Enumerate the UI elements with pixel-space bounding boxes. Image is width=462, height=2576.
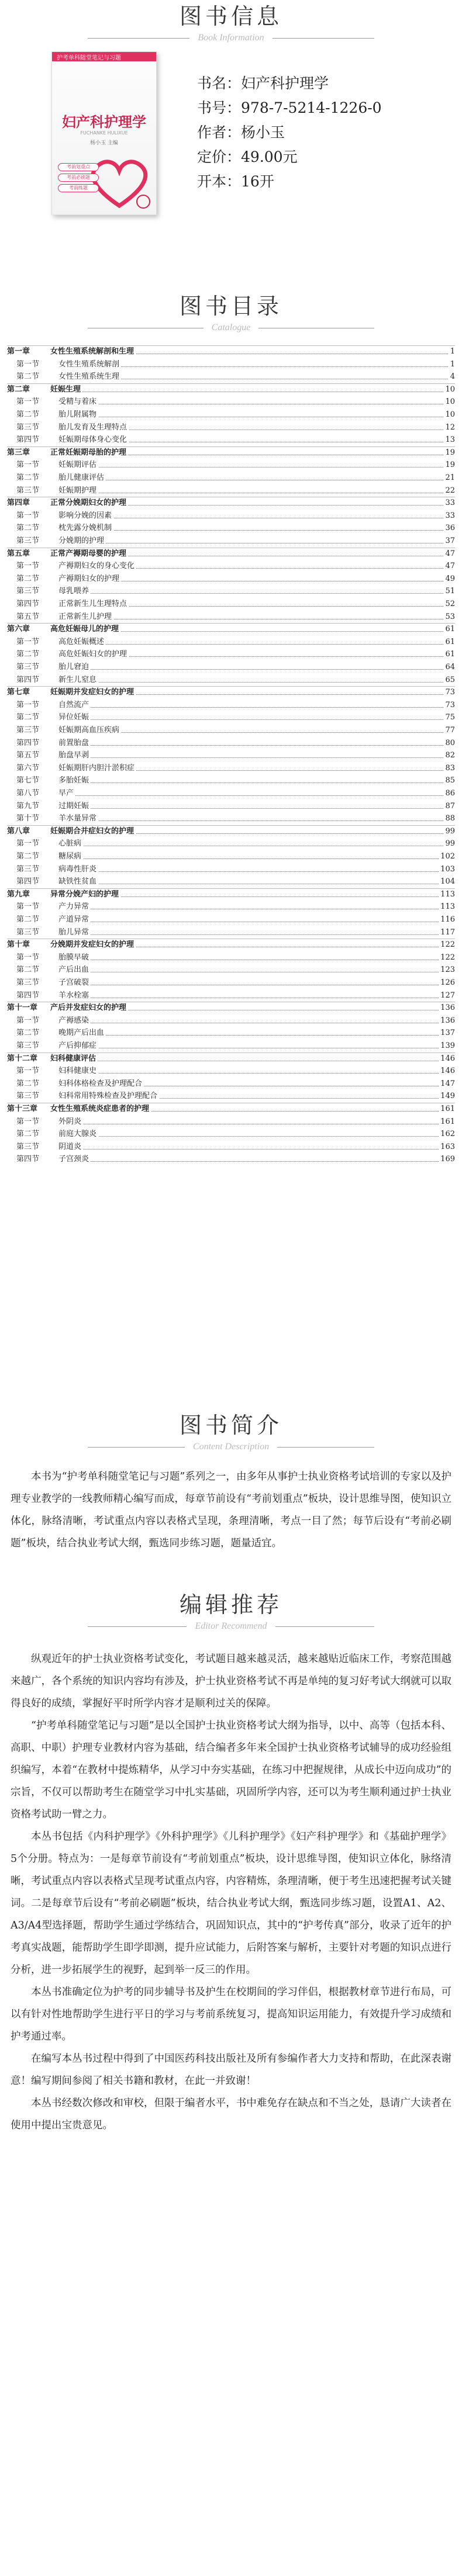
toc-section-row — [7, 371, 455, 383]
toc-section-row — [7, 901, 455, 913]
recommend-paragraph: 本丛书经数次修改和审校，但限于编者水平，书中难免存在缺点和不当之处，恳请广大读者在使用中提出宝贵意见。 — [11, 2097, 451, 2131]
toc-title-text: 胎儿发育及生理特点 — [58, 423, 127, 432]
toc-page: 83 — [443, 763, 455, 774]
toc-section-row — [7, 485, 455, 497]
toc-page: 88 — [443, 813, 455, 825]
toc-section-row — [7, 738, 455, 749]
toc-page: 33 — [443, 510, 455, 522]
toc-page: 53 — [443, 611, 455, 623]
toc-section-row — [7, 952, 455, 964]
toc-title-text: 妊娠期母体身心变化 — [58, 435, 127, 445]
toc-page: 47 — [443, 560, 455, 572]
toc-page: 4 — [449, 371, 455, 383]
toc-page: 61 — [443, 649, 455, 660]
toc-page: 61 — [443, 624, 455, 635]
toc-title-text: 产后并发症妇女的护理 — [50, 1003, 127, 1013]
book-cover — [51, 51, 157, 215]
toc-section-row — [7, 662, 455, 673]
toc-number: 第二节 — [16, 372, 40, 382]
cover-title: 妇产科护理学 — [62, 114, 146, 130]
toc-title-text: 胎儿健康评估 — [58, 473, 105, 482]
toc-number: 第八章 — [7, 826, 30, 836]
toc-number: 第二节 — [16, 1130, 40, 1139]
cover-subtitle: FUCHANKE HULIXUE — [80, 130, 128, 136]
toc-page: 122 — [439, 952, 455, 964]
toc-number: 第二节 — [16, 650, 40, 659]
toc-section-row — [7, 1027, 455, 1039]
toc-number: 第一节 — [16, 637, 40, 646]
toc-page: 87 — [443, 801, 455, 812]
toc-page: 52 — [443, 598, 455, 610]
toc-title-text: 产褥期妇女的身心变化 — [58, 562, 135, 571]
toc-title-text: 妊娠期并发症妇女的护理 — [50, 688, 135, 697]
toc-page: 36 — [443, 522, 455, 534]
toc-number: 第二节 — [16, 1079, 40, 1088]
recommend-header — [0, 1591, 462, 1633]
toc-title-text: 正常妊娠期母胎的护理 — [50, 448, 127, 457]
toc-number: 第二节 — [16, 1029, 40, 1038]
toc-title-text: 新生儿窒息 — [58, 675, 97, 684]
toc-number: 第三节 — [16, 423, 40, 432]
toc-title-text: 子宫颈炎 — [58, 1155, 89, 1164]
toc-title-text: 前庭大腺炎 — [58, 1130, 97, 1139]
toc-chapter-row — [7, 1103, 455, 1115]
toc-number: 第二节 — [16, 574, 40, 583]
toc-section-row — [7, 725, 455, 736]
toc-number: 第一节 — [16, 511, 40, 520]
toc-number: 第七节 — [16, 776, 40, 785]
toc-number: 第三节 — [16, 1092, 40, 1101]
toc-number: 第四节 — [16, 991, 40, 1000]
toc-page: 113 — [439, 901, 455, 913]
toc-section-row — [7, 535, 455, 547]
toc-title-text: 胎盘早剥 — [58, 751, 89, 760]
toc-number: 第三节 — [16, 864, 40, 874]
toc-title-text: 分娩期的护理 — [58, 536, 105, 545]
toc-title-text: 妊娠期护理 — [58, 486, 97, 495]
toc-number: 第一节 — [16, 1117, 40, 1126]
toc-number: 第四节 — [16, 1155, 40, 1164]
toc-number: 第五节 — [16, 751, 40, 760]
toc-chapter-row — [7, 497, 455, 509]
toc-page: 136 — [439, 1002, 455, 1014]
toc-title-text: 羊水栓塞 — [58, 991, 89, 1000]
toc-section-row — [7, 560, 455, 572]
toc-section-row — [7, 838, 455, 850]
toc-title-text: 妇科体格检查及护理配合 — [58, 1079, 143, 1088]
toc-title-text: 胎儿窘迫 — [58, 663, 89, 671]
toc-number: 第三节 — [16, 726, 40, 735]
toc-section-row — [7, 396, 455, 408]
toc-page: 61 — [443, 636, 455, 648]
toc-page: 122 — [439, 939, 455, 951]
toc-title-text: 子宫破裂 — [58, 978, 89, 987]
toc-number: 第三节 — [16, 587, 40, 596]
toc-number: 第三节 — [16, 536, 40, 545]
toc-page: 85 — [443, 775, 455, 787]
toc-page: 33 — [443, 497, 455, 509]
recommend-subtitle: Editor Recommend — [187, 1621, 275, 1631]
toc-section-row — [7, 763, 455, 774]
toc-number: 第十三章 — [7, 1105, 38, 1113]
toc-title-text: 前置胎盘 — [58, 738, 89, 747]
cover-series-label: 护考单科随堂笔记与习题 — [57, 55, 121, 61]
toc-section-row — [7, 1116, 455, 1128]
toc-number: 第一节 — [16, 397, 40, 407]
toc-title-text: 妊娠期合并症妇女的护理 — [50, 826, 135, 836]
toc-subtitle: Catalogue — [204, 323, 259, 333]
toc-section-row — [7, 801, 455, 812]
toc-number: 第三节 — [16, 927, 40, 937]
toc-title-text: 阴道炎 — [58, 1142, 82, 1151]
toc-title-text: 产后出血 — [58, 965, 89, 975]
toc-chapter-row — [7, 687, 455, 698]
toc-title-text: 妊娠生理 — [50, 385, 81, 394]
toc-number: 第二节 — [16, 473, 40, 482]
intro-paragraph: 本书为“护考单科随堂笔记与习题”系列之一，由多年从事护士执业资格考试培训的专家以及护理专业教学的一线教师精心编写而成，每章节前设有“考前划重点”板块，设计思维导图，使知识立体化，脉络清晰，考试重点内容以表格式呈现，条理清晰，考点一目了然；每节后设有“考前必刷题”板块，结合执业考试大纲，甄选同步练习题，题量适宜。 — [11, 1471, 451, 1549]
toc-title-text: 异位妊娠 — [58, 713, 89, 722]
toc-number: 第十节 — [16, 814, 40, 823]
toc-page: 10 — [443, 396, 455, 408]
toc-title-text: 分娩期并发症妇女的护理 — [50, 940, 135, 950]
toc-title-text: 晚期产后出血 — [58, 1029, 105, 1038]
toc-number: 第一节 — [16, 461, 40, 470]
toc-page: 47 — [443, 548, 455, 560]
toc-page: 13 — [443, 434, 455, 446]
toc-section-row — [7, 700, 455, 711]
toc-page: 80 — [443, 738, 455, 749]
toc-title-text: 女性生殖系统解剖和生理 — [50, 347, 135, 356]
toc-number: 第一节 — [16, 359, 40, 369]
toc-section-row — [7, 359, 455, 371]
toc-page: 126 — [439, 977, 455, 989]
toc-title-text: 病毒性肝炎 — [58, 864, 97, 874]
toc-title-text: 糖尿病 — [58, 852, 82, 861]
toc-section-row — [7, 775, 455, 787]
recommend-paragraph: 纵观近年的护士执业资格考试变化，考试题目越来越灵活，越来越贴近临床工作，考察范围越来越广，各个系统的知识内容均有涉及，护士执业资格考试不再是单纯的复习好考试大纲就可以取得良好的成绩，掌握好平时所学内容才是顺利过关的保障。 — [11, 1653, 451, 1709]
toc-section-row — [7, 522, 455, 534]
toc-section-row — [7, 1078, 455, 1090]
book-info-list — [197, 71, 382, 194]
toc-title-text: 正常新生儿生理特点 — [58, 600, 127, 608]
toc-section-row — [7, 611, 455, 623]
toc-title-text: 妊娠期高血压疾病 — [58, 726, 120, 735]
toc-title-text: 正常分娩期妇女的护理 — [50, 498, 127, 508]
toc-number: 第二节 — [16, 524, 40, 533]
toc-page: 51 — [443, 586, 455, 597]
toc-section-row — [7, 598, 455, 610]
intro-title: 图书简介 — [179, 1412, 282, 1438]
book-info-row: 定价：49.00元 — [197, 148, 298, 165]
toc-title: 图书目录 — [179, 293, 282, 319]
toc-number: 第二节 — [16, 915, 40, 924]
toc-number: 第三节 — [16, 1142, 40, 1151]
recommend-paragraph: 本丛书包括《内科护理学》《外科护理学》《儿科护理学》《妇产科护理学》和《基础护理学》5个分册。特点为：一是每章节前设有“考前划重点”板块，设计思维导图，使知识立体化，脉络清晰，考试重点内容以表格式呈现考试重点内容，内容精炼，条理清晰，便于考生迅速把握考试关键词。二是每章节后设有“考前必刷题”板块，结合执业考试大纲，甄选同步练习题，设置A1、A2、A3/A4型选择题，帮助学生通过学练结合，巩固知识点，其中的“护考传真”部分，收录了近年的护考真实战题，能帮助学生即学即测，提升应试能力，后附答案与解析，主要针对考题的知识点进行分析，进一步拓展学生的视野，起到举一反三的作用。 — [11, 1831, 451, 1976]
cover-badge: 考前必刷题 — [58, 174, 99, 182]
toc-title-text: 妇科健康史 — [58, 1067, 97, 1076]
toc-number: 第一节 — [16, 839, 40, 849]
toc-page: 75 — [443, 712, 455, 723]
toc-page: 163 — [439, 1141, 455, 1153]
toc-title-text: 过期妊娠 — [58, 801, 89, 811]
toc-chapter-row — [7, 447, 455, 459]
toc-number: 第二节 — [16, 965, 40, 975]
toc-page: 146 — [439, 1053, 455, 1065]
toc-page: 137 — [439, 1027, 455, 1039]
toc-title-text: 妊娠期评估 — [58, 461, 97, 470]
toc-page: 102 — [439, 851, 455, 863]
toc-page: 117 — [439, 927, 455, 939]
toc-section-row — [7, 1015, 455, 1027]
toc-section-row — [7, 573, 455, 585]
toc-number: 第四章 — [7, 498, 30, 508]
toc-number: 第四节 — [16, 738, 40, 747]
toc-number: 第三章 — [7, 448, 30, 457]
toc-page: 37 — [443, 535, 455, 547]
cover-badges — [58, 163, 99, 195]
toc-number: 第一节 — [16, 953, 40, 962]
toc-section-row — [7, 927, 455, 939]
toc-page: 21 — [443, 472, 455, 484]
toc-page: 99 — [443, 826, 455, 837]
book-info-title: 图书信息 — [179, 4, 282, 29]
toc-title-text: 妊娠期肝内胆汁淤积症 — [58, 763, 135, 773]
recommend-paragraph: 本丛书准确定位为护考的同步辅导书及护生在校期间的学习伴侣，根据教材章节进行布局，可以有针对性地帮助学生进行平日的学习与考前系统复习，提高知识运用能力，有效提升学习成绩和护考通过率。 — [11, 1986, 451, 2042]
toc-section-row — [7, 851, 455, 863]
toc-section-row — [7, 649, 455, 660]
toc-page: 10 — [443, 409, 455, 421]
toc-section-row — [7, 864, 455, 875]
toc-title-text: 早产 — [58, 789, 74, 798]
toc-section-row — [7, 788, 455, 799]
toc-page: 1 — [449, 359, 455, 371]
book-info-row: 作者：杨小玉 — [197, 124, 285, 141]
toc-number: 第二节 — [16, 713, 40, 722]
toc-page: 1 — [449, 346, 455, 358]
toc-section-row — [7, 914, 455, 926]
toc-section-row — [7, 712, 455, 723]
toc-chapter-row — [7, 939, 455, 951]
toc-title-text: 心脏病 — [58, 839, 82, 849]
toc-page: 103 — [439, 864, 455, 875]
toc-title-text: 胎膜早破 — [58, 953, 89, 962]
intro-header — [0, 1411, 462, 1453]
toc-section-row — [7, 964, 455, 976]
toc-page: 64 — [443, 662, 455, 673]
toc-title-text: 多胎妊娠 — [58, 776, 89, 785]
toc-number: 第九章 — [7, 889, 30, 899]
toc-title-text: 高危妊娠母儿的护理 — [50, 625, 119, 634]
toc-title-text: 影响分娩的因素 — [58, 511, 112, 520]
cover-series-bar — [52, 52, 156, 61]
toc-page: 86 — [443, 788, 455, 799]
toc-title-text: 女性生殖系统炎症患者的护理 — [50, 1105, 150, 1113]
recommend-paragraph: 在编写本丛书过程中得到了中国医药科技出版社及所有参编作者大力支持和帮助，在此深表谢意！编写期间参阅了相关书籍和教材，在此一并致谢！ — [11, 2053, 451, 2087]
toc-page: 113 — [439, 889, 455, 901]
book-info-row: 开本：16开 — [197, 173, 274, 190]
toc-section-row — [7, 990, 455, 1002]
toc-number: 第二章 — [7, 385, 30, 394]
toc-number: 第一节 — [16, 562, 40, 571]
book-info-subtitle: Book Information — [189, 33, 272, 43]
toc-page: 116 — [439, 914, 455, 926]
toc-section-row — [7, 1154, 455, 1165]
toc-section-row — [7, 409, 455, 421]
toc-chapter-row — [7, 1002, 455, 1014]
toc-title-text: 受精与着床 — [58, 397, 97, 407]
cover-badge: 考前练题 — [58, 184, 99, 192]
toc-page: 136 — [439, 1015, 455, 1027]
toc-section-row — [7, 459, 455, 471]
toc-chapter-row — [7, 548, 455, 560]
toc-page: 12 — [443, 422, 455, 434]
toc-number: 第七章 — [7, 688, 30, 697]
toc-page: 162 — [439, 1128, 455, 1140]
toc-section-row — [7, 876, 455, 888]
toc-number: 第十章 — [7, 940, 30, 950]
toc-chapter-row — [7, 826, 455, 837]
toc-title-text: 产力异常 — [58, 902, 89, 912]
toc-page: 161 — [439, 1116, 455, 1128]
toc-page: 73 — [443, 700, 455, 711]
toc-number: 第一节 — [16, 700, 40, 709]
toc-page: 104 — [439, 876, 455, 888]
toc-title-text: 外阴炎 — [58, 1117, 82, 1126]
toc-number: 第四节 — [16, 600, 40, 608]
toc-title-text: 缺铁性贫血 — [58, 877, 97, 887]
toc-section-row — [7, 813, 455, 825]
toc-number: 第六节 — [16, 763, 40, 773]
toc-section-row — [7, 1090, 455, 1102]
toc-page: 10 — [443, 384, 455, 396]
toc-title-text: 胎儿附属物 — [58, 410, 97, 419]
toc-title-text: 产后抑郁症 — [58, 1041, 97, 1050]
toc-section-row — [7, 422, 455, 434]
toc-page: 49 — [443, 573, 455, 585]
toc-page: 147 — [439, 1078, 455, 1090]
toc-title-text: 高危妊娠妇女的护理 — [58, 650, 127, 659]
toc-section-row — [7, 1128, 455, 1140]
toc-number: 第三节 — [16, 663, 40, 671]
toc-chapter-row — [7, 384, 455, 396]
toc-page: 19 — [443, 459, 455, 471]
toc-chapter-row — [7, 346, 455, 358]
toc-page: 146 — [439, 1065, 455, 1077]
toc-section-row — [7, 510, 455, 522]
toc-number: 第三节 — [16, 486, 40, 495]
toc-title-text: 高危妊娠概述 — [58, 637, 105, 646]
book-info-row: 书号：978-7-5214-1226-0 — [197, 99, 382, 116]
toc-chapter-row — [7, 889, 455, 901]
toc-number: 第一节 — [16, 1016, 40, 1025]
toc-title-text: 正常新生儿护理 — [58, 612, 112, 621]
toc-number: 第八节 — [16, 789, 40, 798]
toc-page: 169 — [439, 1154, 455, 1165]
toc-chapter-row — [7, 1053, 455, 1065]
toc-chapter-row — [7, 624, 455, 635]
toc-section-row — [7, 586, 455, 597]
toc-number: 第四节 — [16, 435, 40, 445]
toc-page: 65 — [443, 674, 455, 686]
toc-section-row — [7, 1141, 455, 1153]
book-info-row: 书名：妇产科护理学 — [197, 75, 329, 92]
toc-section-row — [7, 674, 455, 686]
toc-title-text: 产褥感染 — [58, 1016, 89, 1025]
toc-section-row — [7, 472, 455, 484]
toc-number: 第十一章 — [7, 1003, 38, 1013]
recommend-title: 编辑推荐 — [179, 1592, 282, 1618]
toc-page: 22 — [443, 485, 455, 497]
toc-page: 149 — [439, 1090, 455, 1102]
toc-title-text: 枕先露分娩机制 — [58, 524, 112, 533]
intro-subtitle: Content Description — [185, 1442, 277, 1452]
recommend-paragraph: “护考单科随堂笔记与习题”是以全国护士执业资格考试大纲为指导，以中、高等（包括本科、高职、中职）护理专业教材内容为基础，结合编者多年来全国护士执业资格考试辅导的成功经验组织编写，本着“在教材中提炼精华，从学习中夯实基础，在练习中把握规律，从成长中迈向成功”的宗旨，不仅可以帮助考生在随堂学习中扎实基础，巩固所学内容，还可以为考生顺利通过护士执业资格考试助一臂之力。 — [11, 1720, 451, 1820]
toc-title-text: 异常分娩产妇的护理 — [50, 889, 119, 899]
toc-number: 第三节 — [16, 1041, 40, 1050]
toc-number: 第四节 — [16, 877, 40, 887]
toc-section-row — [7, 1040, 455, 1052]
toc-number: 第十二章 — [7, 1054, 38, 1063]
toc-number: 第四节 — [16, 675, 40, 684]
toc-section-row — [7, 977, 455, 989]
toc-section-row — [7, 434, 455, 446]
recommend-body — [0, 1648, 462, 2137]
toc-title-text: 女性生殖系统生理 — [58, 372, 120, 382]
toc-number: 第五节 — [16, 612, 40, 621]
toc-section-row — [7, 636, 455, 648]
toc-title-text: 正常产褥期母婴的护理 — [50, 549, 127, 558]
cover-author: 杨小玉 主编 — [90, 140, 118, 146]
toc-number: 第五章 — [7, 549, 30, 558]
cover-badge: 考前划重点 — [58, 163, 99, 171]
toc-number: 第二节 — [16, 852, 40, 861]
toc-page: 123 — [439, 964, 455, 976]
toc-number: 第三节 — [16, 978, 40, 987]
book-info-header — [0, 2, 462, 44]
toc-title-text: 妇科常用特殊检查及护理配合 — [58, 1092, 158, 1101]
toc-number: 第二节 — [16, 410, 40, 419]
toc-number: 第一节 — [16, 902, 40, 912]
toc-title-text: 胎儿异常 — [58, 927, 89, 937]
toc-page: 161 — [439, 1103, 455, 1115]
toc-title-text: 产道异常 — [58, 915, 89, 924]
toc-title-text: 自然流产 — [58, 700, 89, 709]
toc-page: 99 — [443, 838, 455, 850]
toc-title-text: 妇科健康评估 — [50, 1054, 96, 1063]
toc-title-text: 产褥期妇女的护理 — [58, 574, 120, 583]
toc-section-row — [7, 750, 455, 761]
toc-page: 77 — [443, 725, 455, 736]
toc-page: 19 — [443, 447, 455, 459]
toc-page: 82 — [443, 750, 455, 761]
toc-number: 第六章 — [7, 625, 30, 634]
toc-page: 127 — [439, 990, 455, 1002]
toc-number: 第一章 — [7, 347, 30, 356]
toc-page: 139 — [439, 1040, 455, 1052]
toc-title-text: 母乳喂养 — [58, 587, 89, 596]
toc-section-row — [7, 1065, 455, 1077]
toc-number: 第一节 — [16, 1067, 40, 1076]
toc-number: 第九节 — [16, 801, 40, 811]
toc-page: 73 — [443, 687, 455, 698]
publisher-logo-icon — [136, 195, 150, 209]
toc-title-text: 羊水量异常 — [58, 814, 97, 823]
toc-title-text: 女性生殖系统解剖 — [58, 359, 120, 369]
toc-header — [0, 292, 462, 334]
